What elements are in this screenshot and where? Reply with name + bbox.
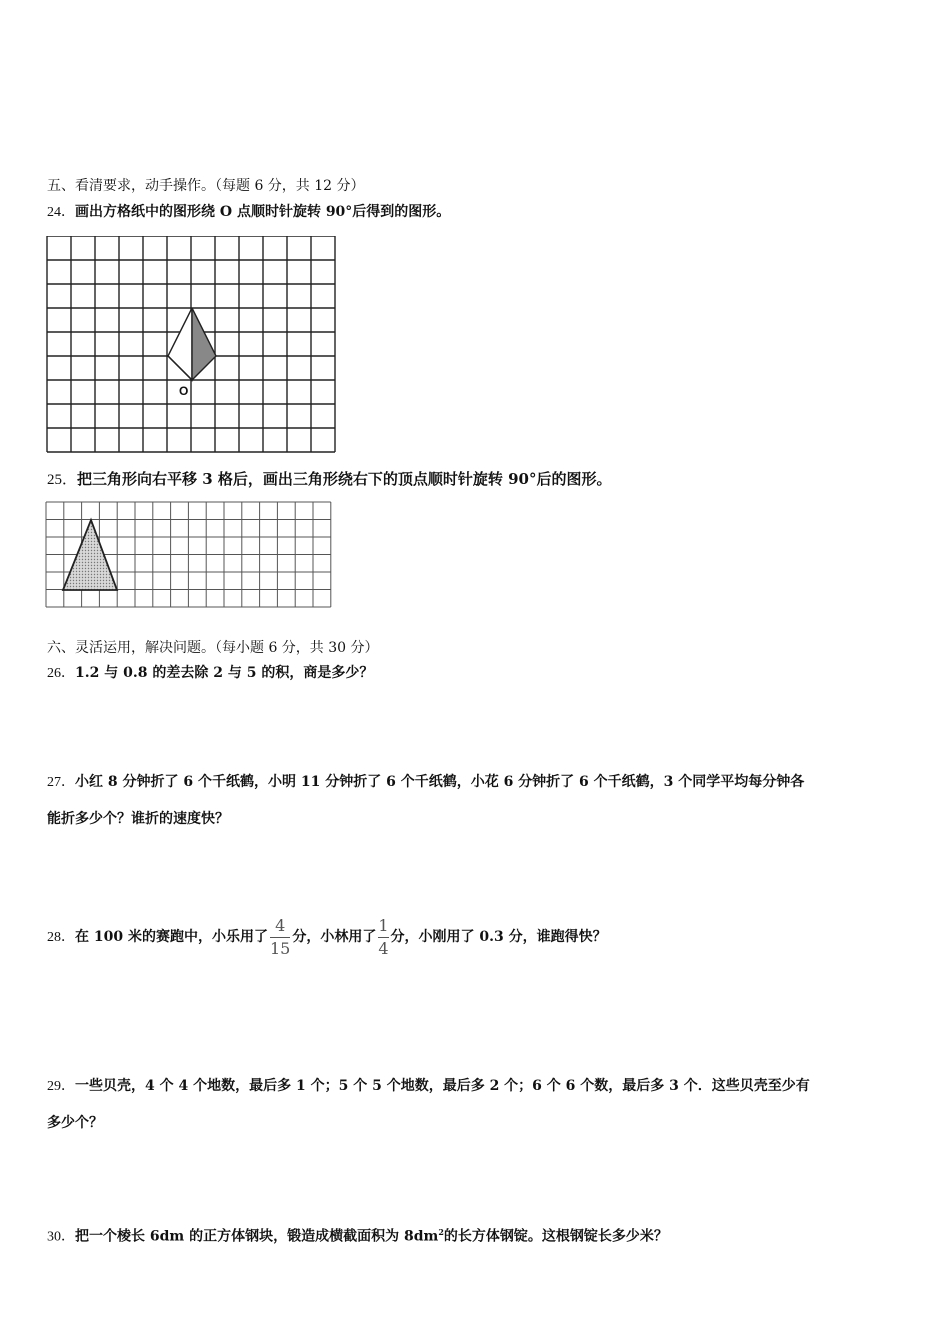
question-number: 26． [47, 666, 75, 681]
question-30 [47, 1223, 668, 1247]
question-24 [47, 203, 450, 222]
question-text-part1: 把一个棱长 6dm 的正方体钢块，锻造成横截面积为 8dm [75, 1228, 439, 1245]
grid-figure-24 [46, 236, 338, 456]
question-number: 29． [47, 1079, 75, 1094]
kite-right-half-shaded [192, 308, 216, 380]
question-text: 画出方格纸中的图形绕 O 点顺时针旋转 90°后得到的图形。 [75, 204, 451, 220]
question-text: 1.2 与 0.8 的差去除 2 与 5 的积，商是多少？ [75, 665, 374, 681]
question-number: 25． [47, 472, 78, 488]
question-28 [47, 914, 607, 961]
question-27 [47, 773, 804, 792]
superscript-2: 2 [438, 1227, 444, 1237]
question-text-part2: 的长方体钢锭。这根钢锭长多少米？ [443, 1228, 668, 1245]
question-number: 27． [47, 775, 75, 790]
fraction-4-15: $\frac{4}{15}$ [269, 915, 291, 958]
grid-figure-25 [45, 501, 335, 611]
question-29 [47, 1077, 810, 1096]
question-26 [47, 664, 373, 683]
question-text-line1: 一些贝壳，4 个 4 个地数，最后多 1 个；5 个 5 个地数，最后多 2 个；6 个 6 个数，最后多 3 个．这些贝壳至少有 [75, 1078, 810, 1094]
question-text-line1: 小红 8 分钟折了 6 个千纸鹤，小明 11 分钟折了 6 个千纸鹤，小花 6 分钟折了 6 个千纸鹤，3 个同学平均每分钟各 [75, 774, 805, 790]
question-25 [47, 470, 612, 489]
section-5-heading: 五、看清要求，动手操作。（每题 6 分，共 12 分） [47, 178, 365, 194]
question-27-line2: 能折多少个？谁折的速度快？ [47, 811, 229, 827]
kite-left-half [168, 308, 192, 380]
question-number: 28． [47, 930, 75, 945]
question-number: 30． [47, 1229, 75, 1245]
question-text-part3: 分，小刚用了 0.3 分，谁跑得快？ [390, 929, 607, 945]
question-29-line2: 多少个？ [47, 1115, 103, 1131]
point-o-label: O [179, 384, 189, 398]
fraction-1-4: $\frac{1}{4}$ [378, 915, 389, 958]
section-6-heading: 六、灵活运用，解决问题。（每小题 6 分，共 30 分） [47, 640, 379, 656]
question-text: 把三角形向右平移 3 格后，画出三角形绕右下的顶点顺时针旋转 90°后的图形。 [77, 470, 612, 488]
question-text-part1: 在 100 米的赛跑中，小乐用了 [75, 929, 268, 945]
question-text-part2: 分，小林用了 [292, 929, 377, 945]
question-number: 24． [47, 205, 75, 220]
